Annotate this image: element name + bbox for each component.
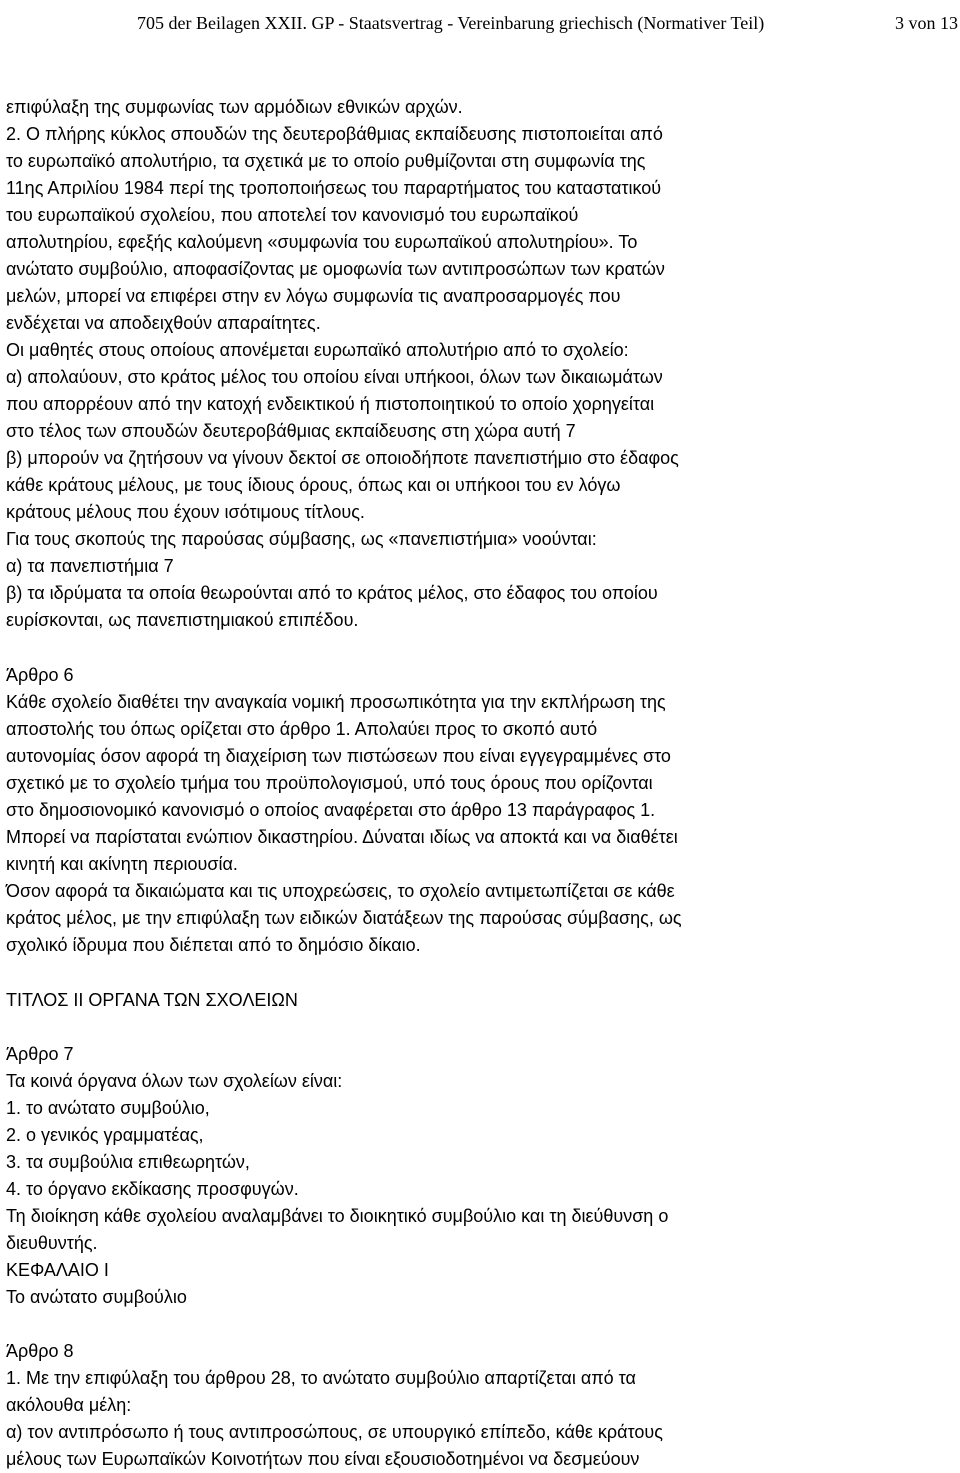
- text-line: αποστολής του όπως ορίζεται στο άρθρο 1. Απολαύει προς το σκοπό αυτό: [6, 719, 598, 739]
- text-line: μέλους των Ευρωπαϊκών Κοινοτήτων που είναι εξουσιοδοτημένοι να δεσμεύουν: [6, 1449, 640, 1469]
- text-line: απολυτηρίου, εφεξής καλούμενη «συμφωνία του ευρωπαϊκού απολυτηρίου». Το: [6, 232, 638, 252]
- text-line: α) τον αντιπρόσωπο ή τους αντιπροσώπους, σε υπουργικό επίπεδο, κάθε κράτους: [6, 1422, 663, 1442]
- text-line: β) μπορούν να ζητήσουν να γίνουν δεκτοί σε οποιοδήποτε πανεπιστήμιο στο έδαφος: [6, 448, 679, 468]
- text-line: Τη διοίκηση κάθε σχολείου αναλαμβάνει το διοικητικό συμβούλιο και τη διεύθυνση ο: [6, 1206, 669, 1226]
- article-heading: Άρθρο 6: [6, 665, 74, 685]
- text-line: Τα κοινά όργανα όλων των σχολείων είναι:: [6, 1071, 343, 1091]
- text-line: μελών, μπορεί να επιφέρει στην εν λόγω συμφωνία τις αναπροσαρμογές που: [6, 286, 621, 306]
- text-line: 11ης Απριλίου 1984 περί της τροποποιήσεως του παραρτήματος του καταστατικού: [6, 178, 662, 198]
- chapter-heading: ΚΕΦΑΛΑΙΟ Ι: [6, 1260, 109, 1280]
- text-line: Για τους σκοπούς της παρούσας σύμβασης, ως «πανεπιστήμια» νοούνται:: [6, 529, 597, 549]
- page-number: 3 von 13: [895, 13, 958, 33]
- text-line: Όσον αφορά τα δικαιώματα και τις υποχρεώσεις, το σχολείο αντιμετωπίζεται σε κάθε: [6, 881, 675, 901]
- text-line: κράτους μέλους που έχουν ισότιμους τίτλους.: [6, 502, 365, 522]
- text-line: διευθυντής.: [6, 1233, 98, 1253]
- document-title: 705 der Beilagen XXII. GP - Staatsvertrag - Vereinbarung griechisch (Normativer Teil): [137, 13, 765, 33]
- text-line: ευρίσκονται, ως πανεπιστημιακού επιπέδου.: [6, 610, 359, 630]
- text-line: το ευρωπαϊκό απολυτήριο, τα σχετικά με το οποίο ρυθμίζονται στη συμφωνία της: [6, 151, 646, 171]
- document-body: [6, 94, 956, 1473]
- text-line: 1. Με την επιφύλαξη του άρθρου 28, το ανώτατο συμβούλιο απαρτίζεται από τα: [6, 1368, 636, 1388]
- text-line: επιφύλαξη της συμφωνίας των αρμόδιων εθνικών αρχών.: [6, 97, 463, 117]
- text-line: 2. Ο πλήρης κύκλος σπουδών της δευτεροβάθμιας εκπαίδευσης πιστοποιείται από: [6, 124, 663, 144]
- list-item: 2. ο γενικός γραμματέας,: [6, 1125, 204, 1145]
- paragraph-gap: [6, 634, 956, 662]
- text-line: αυτονομίας όσον αφορά τη διαχείριση των πιστώσεων που είναι εγγεγραμμένες στο: [6, 746, 671, 766]
- list-item: 3. τα συμβούλια επιθεωρητών,: [6, 1152, 250, 1172]
- text-line: Κάθε σχολείο διαθέτει την αναγκαία νομική προσωπικότητα για την εκπλήρωση της: [6, 692, 666, 712]
- chapter-subtitle: Το ανώτατο συμβούλιο: [6, 1287, 187, 1307]
- paragraph-gap: [6, 1014, 956, 1041]
- text-line: στο δημοσιονομικό κανονισμό ο οποίος αναφέρεται στο άρθρο 13 παράγραφος 1.: [6, 800, 656, 820]
- text-line: α) απολαύουν, στο κράτος μέλος του οποίου είναι υπήκοοι, όλων των δικαιωμάτων: [6, 367, 663, 387]
- text-line: σχετικό με το σχολείο τμήμα του προϋπολογισμού, υπό τους όρους που ορίζονται: [6, 773, 653, 793]
- text-line: κράτος μέλος, με την επιφύλαξη των ειδικών διατάξεων της παρούσας σύμβασης, ως: [6, 908, 682, 928]
- text-line: κάθε κράτους μέλους, με τους ίδιους όρους, όπως και οι υπήκοοι του εν λόγω: [6, 475, 621, 495]
- list-item: 1. το ανώτατο συμβούλιο,: [6, 1098, 210, 1118]
- paragraph-gap: [6, 1311, 956, 1338]
- text-line: α) τα πανεπιστήμια 7: [6, 556, 174, 576]
- article-heading: Άρθρο 8: [6, 1341, 74, 1361]
- text-line: ενδέχεται να αποδειχθούν απαραίτητες.: [6, 313, 321, 333]
- paragraph-gap: [6, 959, 956, 987]
- section-title: ΤΙΤΛΟΣ ΙΙ ΟΡΓΑΝΑ ΤΩΝ ΣΧΟΛΕΙΩΝ: [6, 990, 298, 1010]
- text-line: β) τα ιδρύματα τα οποία θεωρούνται από το κράτος μέλος, στο έδαφος του οποίου: [6, 583, 658, 603]
- text-line: Μπορεί να παρίσταται ενώπιον δικαστηρίου. Δύναται ιδίως να αποκτά και να διαθέτει: [6, 827, 678, 847]
- text-line: ακόλουθα μέλη:: [6, 1395, 132, 1415]
- list-item: 4. το όργανο εκδίκασης προσφυγών.: [6, 1179, 299, 1199]
- text-line: ανώτατο συμβούλιο, αποφασίζοντας με ομοφωνία των αντιπροσώπων των κρατών: [6, 259, 665, 279]
- text-line: που απορρέουν από την κατοχή ενδεικτικού ή πιστοποιητικού το οποίο χορηγείται: [6, 394, 655, 414]
- article-heading: Άρθρο 7: [6, 1044, 74, 1064]
- text-line: του ευρωπαϊκού σχολείου, που αποτελεί τον κανονισμό του ευρωπαϊκού: [6, 205, 579, 225]
- text-line: στο τέλος των σπουδών δευτεροβάθμιας εκπαίδευσης στη χώρα αυτή 7: [6, 421, 576, 441]
- text-line: σχολικό ίδρυμα που διέπεται από το δημόσιο δίκαιο.: [6, 935, 421, 955]
- text-line: Οι μαθητές στους οποίους απονέμεται ευρωπαϊκό απολυτήριο από το σχολείο:: [6, 340, 629, 360]
- text-line: κινητή και ακίνητη περιουσία.: [6, 854, 238, 874]
